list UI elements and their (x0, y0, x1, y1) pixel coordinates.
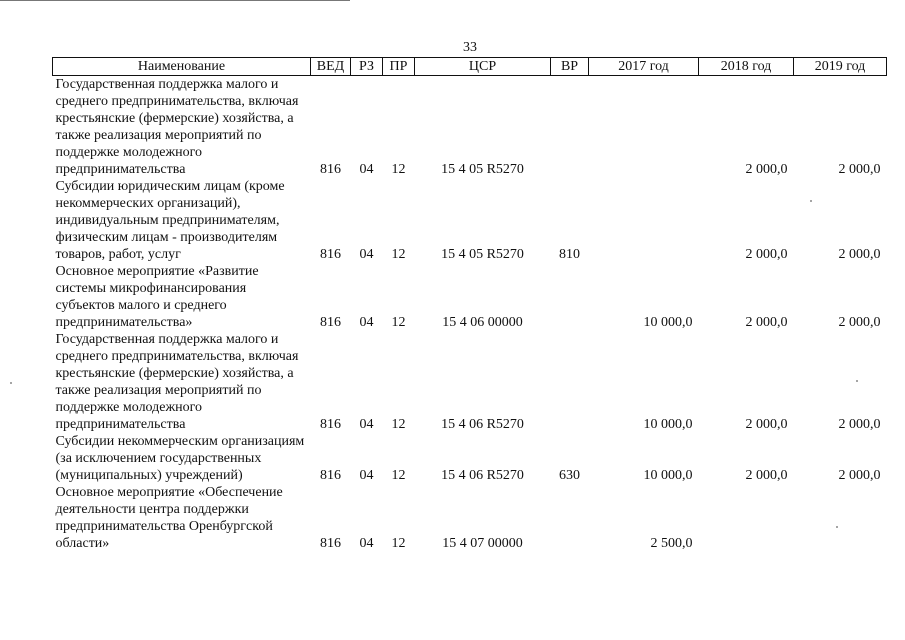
row-vr: 630 (559, 468, 580, 483)
row-vr (551, 76, 589, 179)
row-2019: 2 000,0 (838, 162, 881, 177)
row-pr: 12 (391, 468, 406, 483)
row-vr (551, 263, 589, 331)
header-rz: РЗ (351, 58, 383, 76)
row-csr: 15 4 07 00000 (442, 536, 523, 551)
row-csr: 15 4 06 R5270 (441, 417, 524, 432)
row-name: Субсидии некоммерческим организациям (за исключением государственных (муниципальных) учреждений) (55, 434, 305, 483)
row-name: Субсидии юридическим лицам (кроме некоммерческих организаций), индивидуальным предпринимателям, физическим лицам - производителям товаров, работ, услуг (55, 179, 285, 262)
top-border-line (0, 0, 350, 1)
row-2019: 2 000,0 (838, 468, 881, 483)
scan-speck (836, 526, 838, 528)
row-rz: 04 (359, 247, 374, 262)
row-2018: 2 000,0 (745, 468, 788, 483)
row-pr: 12 (391, 162, 406, 177)
row-2019: 2 000,0 (838, 417, 881, 432)
row-vr (551, 484, 589, 552)
table-row (53, 178, 887, 263)
row-csr: 15 4 05 R5270 (441, 162, 524, 177)
row-ved: 816 (320, 247, 341, 262)
header-2019: 2019 год (794, 58, 887, 76)
row-csr: 15 4 06 R5270 (441, 468, 524, 483)
row-2019: 2 000,0 (838, 247, 881, 262)
scan-speck (810, 200, 812, 202)
row-name: Государственная поддержка малого и среднего предпринимательства, включая крестьянские (фермерские) хозяйства, а также реализация мероприятий по поддержке молодежного предпринимательства (55, 332, 299, 432)
table-row (53, 263, 887, 331)
row-2017: 10 000,0 (643, 417, 693, 432)
page-number: 33 (463, 40, 477, 55)
row-2018: 2 000,0 (745, 315, 788, 330)
row-vr (551, 331, 589, 433)
budget-table (52, 57, 887, 552)
row-2017 (589, 76, 699, 179)
table-row (53, 331, 887, 433)
row-name: Основное мероприятие «Обеспечение деятельности центра поддержки предпринимательства Оренбургской области» (55, 485, 283, 551)
table-header-row (53, 58, 887, 76)
row-ved: 816 (320, 468, 341, 483)
row-pr: 12 (391, 315, 406, 330)
header-name: Наименование (53, 58, 311, 76)
header-csr: ЦСР (415, 58, 551, 76)
header-2018: 2018 год (699, 58, 794, 76)
row-rz: 04 (359, 162, 374, 177)
scan-speck (10, 382, 12, 384)
scan-speck (856, 380, 858, 382)
row-csr: 15 4 05 R5270 (441, 247, 524, 262)
header-vr: ВР (551, 58, 589, 76)
row-csr: 15 4 06 00000 (442, 315, 523, 330)
header-ved: ВЕД (311, 58, 351, 76)
row-ved: 816 (320, 162, 341, 177)
row-rz: 04 (359, 315, 374, 330)
row-2019 (794, 484, 887, 552)
row-ved: 816 (320, 417, 341, 432)
row-2017 (589, 178, 699, 263)
row-2018: 2 000,0 (745, 162, 788, 177)
row-pr: 12 (391, 536, 406, 551)
row-rz: 04 (359, 417, 374, 432)
row-2018 (699, 484, 794, 552)
row-2017: 10 000,0 (643, 468, 693, 483)
row-rz: 04 (359, 536, 374, 551)
row-name: Государственная поддержка малого и среднего предпринимательства, включая крестьянские (фермерские) хозяйства, а также реализация мероприятий по поддержке молодежного предпринимательства (55, 77, 299, 177)
row-pr: 12 (391, 417, 406, 432)
header-pr: ПР (383, 58, 415, 76)
row-pr: 12 (391, 247, 406, 262)
row-rz: 04 (359, 468, 374, 483)
row-2018: 2 000,0 (745, 247, 788, 262)
row-vr: 810 (559, 247, 580, 262)
row-name: Основное мероприятие «Развитие системы микрофинансирования субъектов малого и среднего предпринимательства» (55, 264, 259, 330)
table-row (53, 76, 887, 179)
row-ved: 816 (320, 315, 341, 330)
header-2017: 2017 год (589, 58, 699, 76)
row-2018: 2 000,0 (745, 417, 788, 432)
table-row (53, 433, 887, 484)
table-row (53, 484, 887, 552)
row-2017: 10 000,0 (643, 315, 693, 330)
row-2019: 2 000,0 (838, 315, 881, 330)
row-ved: 816 (320, 536, 341, 551)
row-2017: 2 500,0 (650, 536, 693, 551)
